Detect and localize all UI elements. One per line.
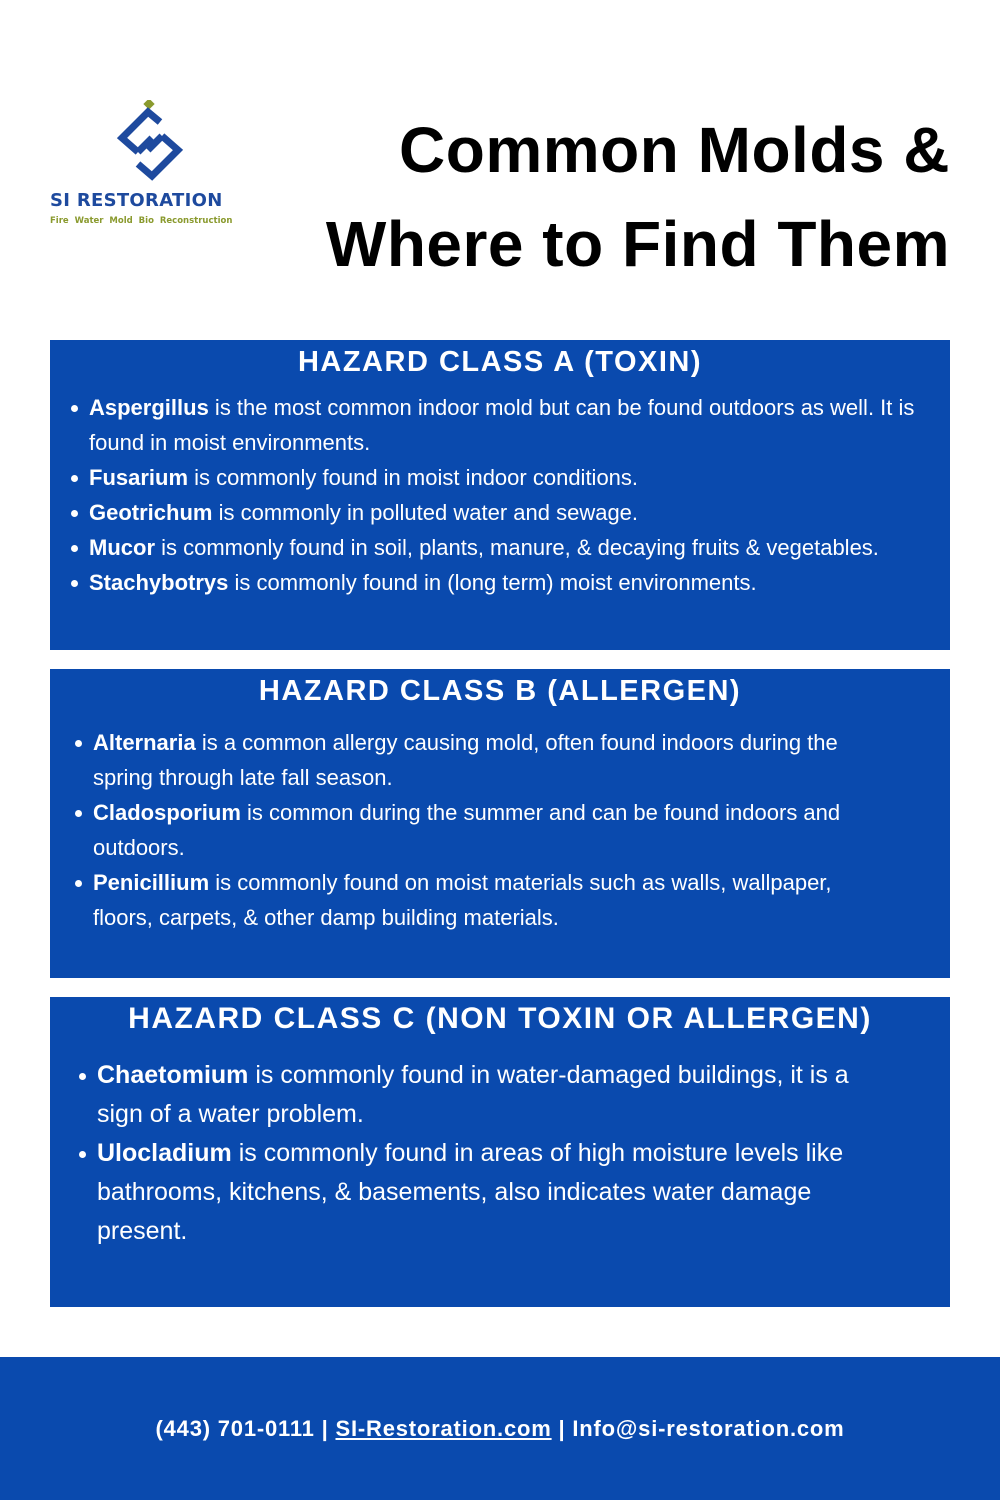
mold-name: Fusarium [89,465,189,490]
mold-description: is commonly found on moist materials such as walls, wallpaper, floors, carpets, & other damp building materials. [93,870,832,930]
company-logo [50,100,250,230]
section-heading: HAZARD CLASS A (TOXIN) [297,346,703,378]
list-item [93,795,853,865]
mold-description: is commonly found in areas of high moisture levels like bathrooms, kitchens, & basements, also indicates water damage present. [97,1139,844,1245]
mold-name: Stachybotrys [89,570,229,595]
mold-description: is commonly found in (long term) moist environments. [228,570,757,595]
list-item [89,565,940,600]
title-line-1: Common Molds & [399,114,950,186]
mold-name: Alternaria [93,730,196,755]
hazard-class-b-panel [50,669,950,978]
mold-name: Aspergillus [89,395,209,420]
hazard-class-a-panel [50,340,950,650]
footer-separator: | [551,1416,573,1441]
mold-description: is commonly in polluted water and sewage. [212,500,639,525]
mold-description: is commonly found in water-damaged buildings, it is a sign of a water problem. [97,1061,849,1128]
list-item [97,1056,857,1134]
mold-name: Mucor [89,535,155,560]
list-item [93,865,853,935]
phone-number[interactable]: (443) 701-0111 [155,1416,315,1441]
mold-description: is common during the summer and can be found indoors and outdoors. [93,800,841,860]
mold-description: is a common allergy causing mold, often found indoors during the spring through late fall season. [93,730,838,790]
list-item [89,460,940,495]
mold-name: Ulocladium [97,1139,232,1167]
mold-list [50,382,950,600]
hazard-class-c-panel [50,997,950,1307]
brand-name: SI RESTORATION [50,190,223,211]
list-item [89,530,940,565]
title-line-2: Where to Find Them [325,208,950,280]
mold-list [50,711,853,935]
email-link[interactable]: Info@si-restoration.com [572,1416,845,1441]
mold-name: Chaetomium [97,1061,249,1089]
brand-tagline: Fire Water Mold Bio Reconstruction [50,216,233,226]
mold-description: is commonly found in moist indoor conditions. [188,465,639,490]
contact-footer [0,1357,1000,1500]
website-link[interactable]: SI-Restoration.com [335,1416,552,1441]
mold-name: Penicillium [93,870,210,895]
mold-list [50,1040,857,1251]
list-item [93,725,853,795]
mold-description: is the most common indoor mold but can be found outdoors as well. It is found in moist environments. [89,395,915,455]
mold-description: is commonly found in soil, plants, manure, & decaying fruits & vegetables. [155,535,879,560]
list-item [97,1134,857,1251]
si-logo-icon [108,100,192,184]
list-item [89,390,940,460]
page-title [326,103,950,291]
footer-separator: | [314,1416,336,1441]
section-heading: HAZARD CLASS B (ALLERGEN) [258,675,742,707]
list-item [89,495,940,530]
mold-name: Geotrichum [89,500,213,525]
mold-name: Cladosporium [93,800,241,825]
section-heading: HAZARD CLASS C (NON TOXIN OR ALLERGEN) [128,1002,872,1035]
